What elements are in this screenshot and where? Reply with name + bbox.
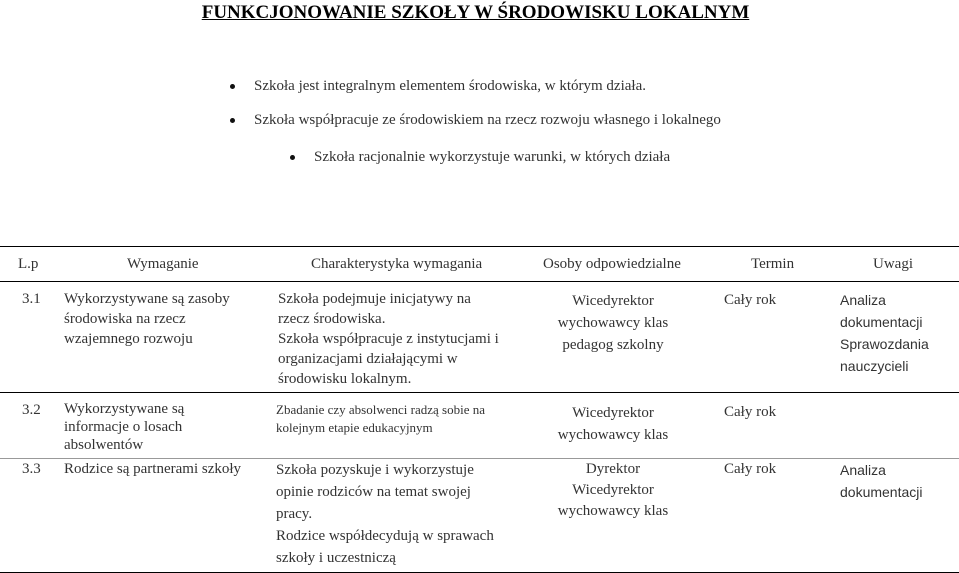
row3-notes: Analiza dokumentacji xyxy=(840,462,923,500)
row1-characteristic: Szkoła podejmuje inicjatywy na rzecz środowiska. Szkoła współpracuje z instytucjami i organizacjami działającymi w środowisku lokalnym. xyxy=(278,291,499,387)
row3-responsible: Dyrektor Wicedyrektor wychowawcy klas xyxy=(557,461,669,519)
bullet-item-2: Szkoła współpracuje ze środowiskiem na rzecz rozwoju własnego i lokalnego xyxy=(254,112,721,128)
row2-term: Cały rok xyxy=(724,404,777,420)
row1-responsible: Wicedyrektor wychowawcy klas pedagog szkolny xyxy=(557,293,669,353)
row1-notes: Analiza dokumentacji Sprawozdania nauczycieli xyxy=(840,292,929,374)
header-lp: L.p xyxy=(18,256,39,272)
header-responsible: Osoby odpowiedzialne xyxy=(543,256,681,272)
table-top-border xyxy=(0,246,959,247)
header-term: Termin xyxy=(751,256,795,272)
row3-characteristic: Szkoła pozyskuje i wykorzystuje opinie rodziców na temat swojej pracy. Rodzice współdecydują w sprawach szkoły i uczestniczą xyxy=(276,462,494,566)
row3-lp: 3.3 xyxy=(22,461,41,477)
row-divider-1 xyxy=(0,392,959,393)
row2-responsible: Wicedyrektor wychowawcy klas xyxy=(557,405,669,443)
bullet-item-3: Szkoła racjonalnie wykorzystuje warunki, w których działa xyxy=(314,149,671,165)
header-notes: Uwagi xyxy=(873,256,913,272)
row1-requirement: Wykorzystywane są zasoby środowiska na rzecz wzajemnego rozwoju xyxy=(64,291,230,347)
header-characteristic: Charakterystyka wymagania xyxy=(311,256,483,272)
row3-term: Cały rok xyxy=(724,461,777,477)
header-requirement: Wymaganie xyxy=(127,256,199,272)
row3-requirement: Rodzice są partnerami szkoły xyxy=(64,461,242,477)
row1-term: Cały rok xyxy=(724,292,777,308)
row2-characteristic: Zbadanie czy absolwenci radzą sobie na kolejnym etapie edukacyjnym xyxy=(276,402,485,435)
row1-lp: 3.1 xyxy=(22,291,41,307)
row2-requirement: Wykorzystywane są informacje o losach absolwentów xyxy=(64,401,185,453)
table-header-border xyxy=(0,281,959,282)
bullet-item-1: Szkoła jest integralnym elementem środowiska, w którym działa. xyxy=(254,78,646,94)
row2-lp: 3.2 xyxy=(22,402,41,418)
page-title: FUNKCJONOWANIE SZKOŁY W ŚRODOWISKU LOKALNYM xyxy=(201,2,750,23)
